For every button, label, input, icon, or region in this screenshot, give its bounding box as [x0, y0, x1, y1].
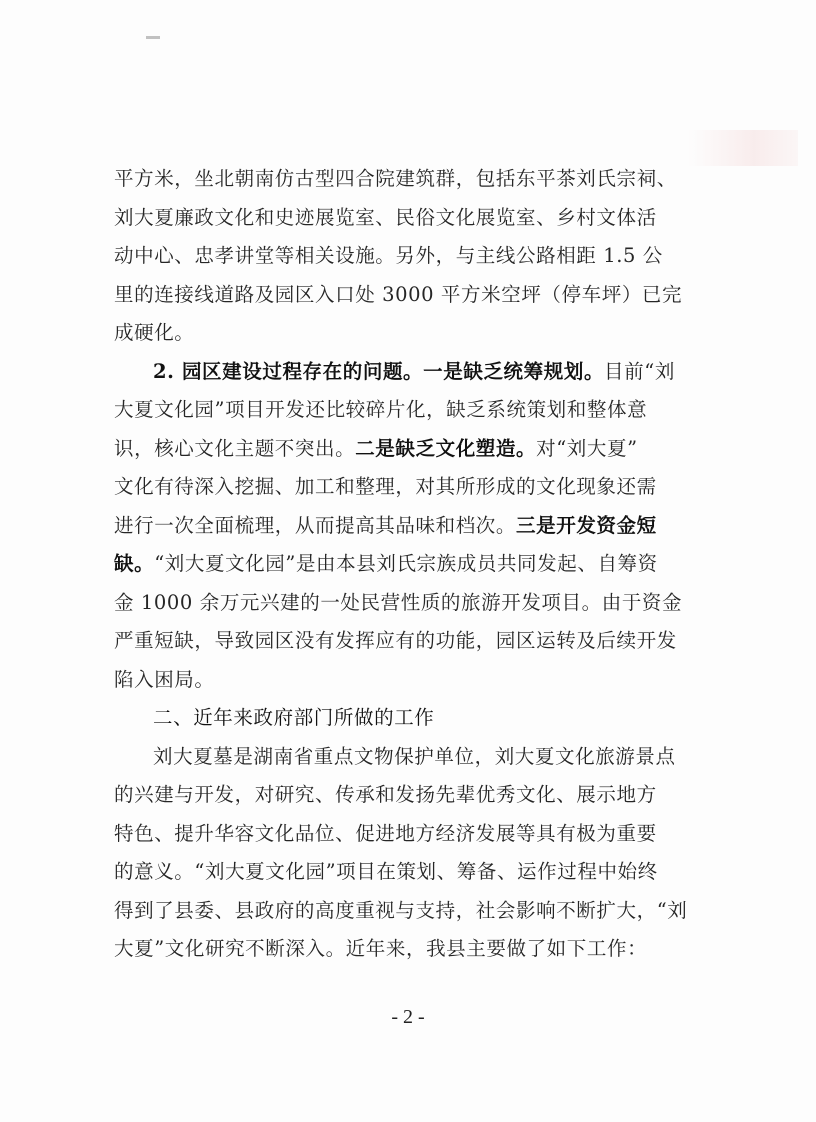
- scan-artifact: [146, 36, 160, 39]
- text-line: [114, 545, 704, 584]
- document-body: [114, 160, 704, 969]
- paragraph-facilities: [114, 160, 704, 353]
- text-span: 识，核心文化主题不突出。: [114, 436, 356, 460]
- text-span: 目前“刘: [604, 359, 675, 383]
- page-number: - 2 -: [391, 1006, 425, 1028]
- text-line: 成硬化。: [114, 321, 195, 344]
- paragraph-significance: [114, 738, 704, 969]
- text-span: 对“刘大夏”: [536, 436, 638, 460]
- text-line: 大夏”文化研究不断深入。近年来，我县主要做了如下工作：: [114, 937, 648, 960]
- text-line: 严重短缺，导致园区没有发挥应有的功能，园区运转及后续开发: [114, 629, 677, 652]
- text-line: 特色、提升华容文化品位、促进地方经济发展等具有极为重要: [114, 821, 657, 845]
- text-line: [114, 507, 704, 546]
- bold-text-span: 二是缺乏文化塑造。: [355, 436, 537, 460]
- bold-text-span: 缺。: [114, 552, 155, 575]
- text-line: 刘大夏廉政文化和史迹展览室、民俗文化展览室、乡村文体活: [114, 205, 657, 229]
- text-line: 得到了县委、县政府的高度重视与支持，社会影响不断扩大，“刘: [114, 898, 688, 922]
- text-line: 大夏文化园”项目开发还比较碎片化，缺乏系统策划和整体意: [114, 398, 648, 421]
- bleed-through-artifact: [688, 130, 798, 166]
- text-line: [114, 353, 704, 392]
- text-line: 陷入困局。: [114, 667, 215, 691]
- text-line: 的意义。“刘大夏文化园”项目在策划、筹备、运作过程中始终: [114, 860, 658, 883]
- text-span: 进行一次全面梳理，从而提高其品味和档次。: [114, 513, 517, 537]
- text-span: “刘大夏文化园”是由本县刘氏宗族成员共同发起、自筹资: [154, 552, 658, 575]
- text-line: 刘大夏墓是湖南省重点文物保护单位，刘大夏文化旅游景点: [153, 744, 676, 768]
- text-line: [114, 430, 704, 469]
- text-line: 金 1000 余万元兴建的一处民营性质的旅游开发项目。由于资金: [114, 590, 683, 614]
- text-line: 里的连接线道路及园区入口处 3000 平方米空坪（停车坪）已完: [114, 282, 683, 306]
- bold-heading-text: 2. 园区建设过程存在的问题。一是缺乏统筹规划。: [153, 359, 605, 383]
- bold-text-span: 三是开发资金短: [516, 513, 657, 537]
- section-heading: 二、近年来政府部门所做的工作: [153, 706, 435, 729]
- text-line: 的兴建与开发，对研究、传承和发扬先辈优秀文化、展示地方: [114, 783, 657, 806]
- text-line: 平方米，坐北朝南仿古型四合院建筑群，包括东平茶刘氏宗祠、: [114, 167, 677, 190]
- text-line: 动中心、忠孝讲堂等相关设施。另外，与主线公路相距 1.5 公: [114, 244, 663, 267]
- paragraph-problems: [114, 353, 704, 700]
- text-line: 文化有待深入挖掘、加工和整理，对其所形成的文化现象还需: [114, 475, 657, 498]
